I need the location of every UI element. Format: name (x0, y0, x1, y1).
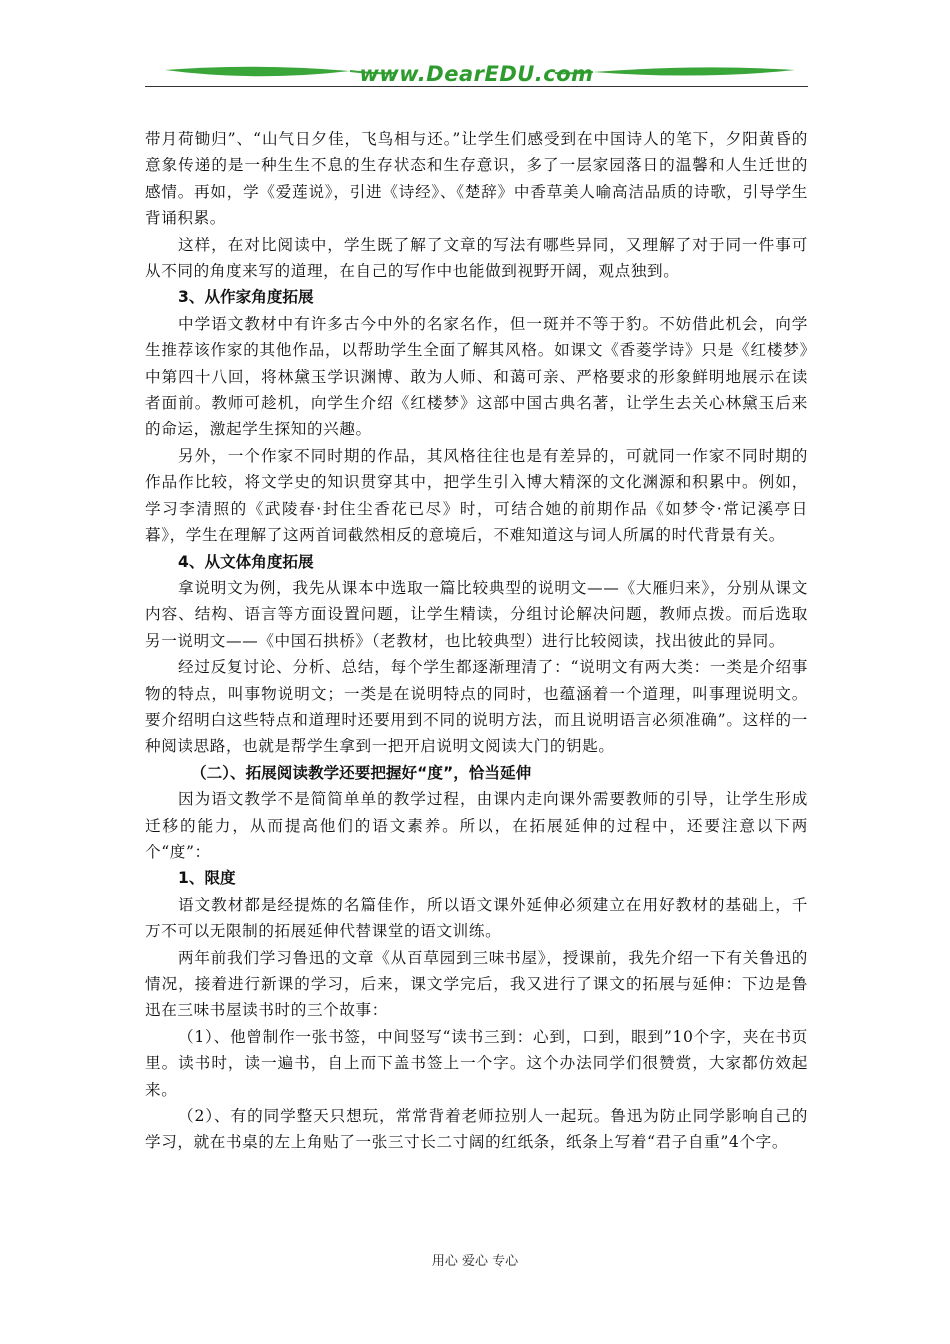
section-heading: 1、限度 (178, 869, 236, 888)
page-header (145, 60, 808, 92)
paragraph: 带月荷锄归”、“山气日夕佳，飞鸟相与还。”让学生们感受到在中国诗人的笔下，夕阳黄昏的意象传递的是一种生生不息的生存状态和生存意识，多了一层家园落日的温馨和人生迁世的感情。再如，学《爱莲说》，引进《诗经》、《楚辞》中香草美人喻高洁品质的诗歌，引导学生背诵积累。 (145, 130, 808, 228)
page-footer: 用心 爱心 专心 (431, 1254, 519, 1269)
paragraph: 语文教材都是经提炼的名篇佳作，所以语文课外延伸必须建立在用好教材的基础上，千万不可以无限制的拓展延伸代替课堂的语文训练。 (145, 895, 808, 941)
paragraph: 另外，一个作家不同时期的作品，其风格往往也是有差异的，可就同一作家不同时期的作品作比较，将文学史的知识贯穿其中，把学生引入博大精深的文化渊源和积累中。例如，学习李清照的《武陵春·封住尘香花已尽》时，可结合她的前期作品《如梦令·常记溪亭日暮》，学生在理解了这两首词截然相反的意境后，不难知道这与词人所属的时代背景有关。 (145, 446, 808, 545)
paragraph: 两年前我们学习鲁迅的文章《从百草园到三味书屋》，授课前，我先介绍一下有关鲁迅的情况，接着进行新课的学习，后来，课文学完后，我又进行了课文的拓展与延伸：下边是鲁迅在三味书屋读书时的三个故事： (145, 948, 808, 1020)
site-name: www.DearEDU.com (359, 62, 594, 86)
section-heading: 3、从作家角度拓展 (178, 288, 314, 307)
section-heading: （二）、拓展阅读教学还要把握好“度”，恰当延伸 (191, 763, 532, 782)
paragraph: （1）、他曾制作一张书签，中间竖写“读书三到：心到，口到，眼到”10个字，夹在书页里。读书时，读一遍书，自上而下盖书签上一个字。这个办法同学们很赞赏，大家都仿效起来。 (145, 1027, 808, 1099)
paragraph: 拿说明文为例，我先从课本中选取一篇比较典型的说明文——《大雁归来》，分别从课文内容、结构、语言等方面设置问题，让学生精读，分组讨论解决问题，教师点拨。而后选取另一说明文——《中国石拱桥》（老教材，也比较典型）进行比较阅读，找出彼此的异同。 (145, 578, 808, 650)
paragraph: 因为语文教学不是简简单单的教学过程，由课内走向课外需要教师的引导，让学生形成迁移的能力，从而提高他们的语文素养。所以，在拓展延伸的过程中，还要注意以下两个“度”： (145, 790, 808, 861)
paragraph: 中学语文教材中有许多古今中外的名家名作，但一斑并不等于豹。不妨借此机会，向学生推荐该作家的其他作品，以帮助学生全面了解其风格。如课文《香菱学诗》只是《红楼梦》中第四十八回，将林黛玉学识渊博、敢为人师、和蔼可亲、严格要求的形象鲜明地展示在读者面前。教师可趁机，向学生介绍《红楼梦》这部中国古典名著，让学生去关心林黛玉后来的命运，激起学生探知的兴趣。 (145, 314, 808, 439)
paragraph: 经过反复讨论、分析、总结，每个学生都逐渐理清了：“说明文有两大类：一类是介绍事物的特点，叫事物说明文；一类是在说明特点的同时，也蕴涵着一个道理，叫事理说明文。要介绍明白这些特点和道理时还要用到不同的说明方法，而且说明语言必须准确”。这样的一种阅读思路，也就是帮学生拿到一把开启说明文阅读大门的钥匙。 (145, 658, 808, 756)
paragraph: 这样，在对比阅读中，学生既了解了文章的写法有哪些异同，又理解了对于同一件事可从不同的角度来写的道理，在自己的写作中也能做到视野开阔，观点独到。 (145, 235, 808, 281)
paragraph: （2）、有的同学整天只想玩，常常背着老师拉别人一起玩。鲁迅为防止同学影响自己的学习，就在书桌的左上角贴了一张三寸长二寸阔的红纸条，纸条上写着“君子自重”4个字。 (145, 1107, 808, 1152)
header-rule (145, 86, 808, 87)
section-heading: 4、从文体角度拓展 (178, 552, 314, 571)
document-body (145, 126, 808, 1156)
